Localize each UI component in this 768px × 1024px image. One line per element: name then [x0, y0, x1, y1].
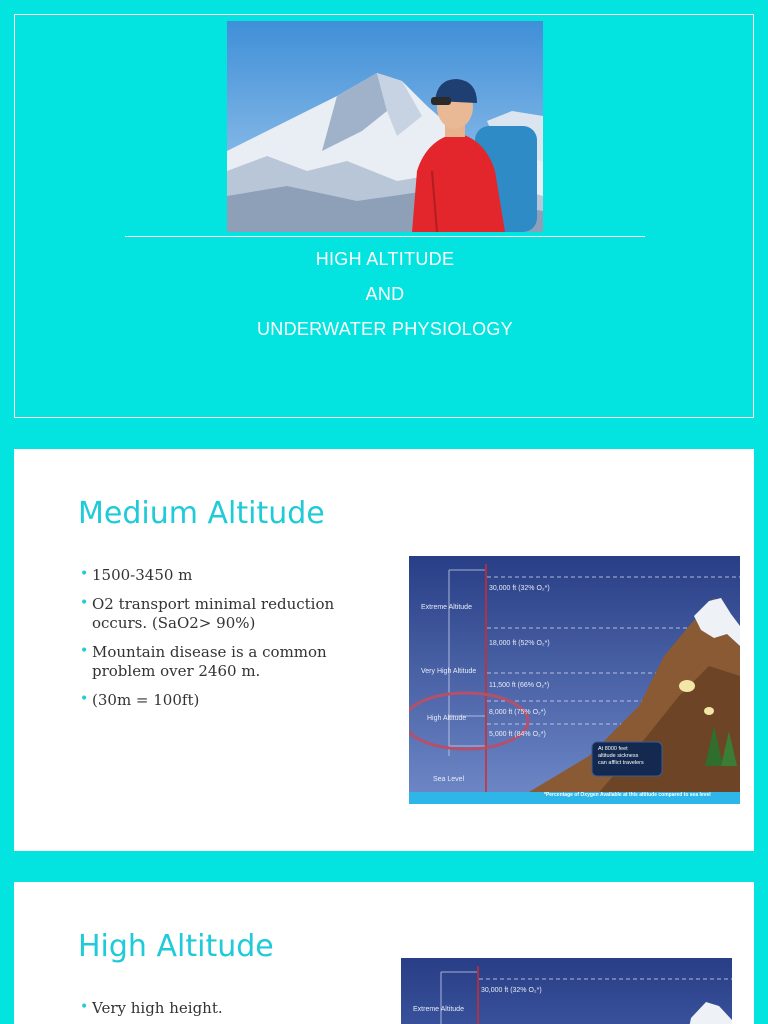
- high-altitude-slide: [14, 882, 754, 1024]
- slide-title: High Altitude: [78, 929, 274, 964]
- title-divider: [125, 236, 645, 237]
- level-label: Sea Level: [433, 776, 465, 783]
- list-item: • Mountain disease is a common problem over 2460 m.: [80, 643, 390, 681]
- callout-line: altitude sickness: [598, 753, 639, 759]
- altitude-diagram: [401, 958, 732, 1024]
- list-item: • O2 transport minimal reduction occurs. (SaO2> 90%): [80, 595, 390, 633]
- list-item: • 1500-3450 m: [80, 566, 390, 585]
- level-label: Very High Altitude: [421, 668, 477, 675]
- level-label: High Altitude: [427, 715, 467, 722]
- title-line-1: HIGH ALTITUDE: [315, 249, 455, 269]
- medium-altitude-slide: [14, 449, 754, 851]
- slide-title: Medium Altitude: [78, 496, 325, 531]
- callout-line: At 8000 feet: [598, 746, 628, 752]
- bullet-list: [80, 999, 390, 1024]
- bullet-list: [80, 566, 390, 720]
- figure-footnote: *Percentage of Oxygen Available at this altitude compared to sea level: [544, 792, 711, 798]
- level-label: Extreme Altitude: [421, 604, 472, 611]
- title-slide: [14, 14, 754, 418]
- callout-text: [598, 746, 644, 767]
- list-item: • Very high height.: [80, 999, 390, 1018]
- hero-photo-mountaineer: [227, 21, 543, 232]
- altitude-mark: 5,000 ft (84% O₂*): [489, 731, 546, 738]
- list-item: • (30m = 100ft): [80, 691, 390, 710]
- level-label: Extreme Altitude: [413, 1006, 464, 1013]
- altitude-mark: 30,000 ft (32% O₂*): [489, 585, 550, 592]
- altitude-mark: 8,000 ft (75% O₂*): [489, 709, 546, 716]
- altitude-diagram: [409, 556, 740, 804]
- altitude-mark: 11,500 ft (66% O₂*): [489, 682, 550, 689]
- altitude-mark: 30,000 ft (32% O₂*): [481, 987, 542, 994]
- title-line-3: UNDERWATER PHYSIOLOGY: [256, 319, 513, 339]
- callout-line: can afflict travelers: [598, 760, 644, 766]
- title-line-2: AND: [365, 284, 405, 304]
- altitude-mark: 18,000 ft (52% O₂*): [489, 640, 550, 647]
